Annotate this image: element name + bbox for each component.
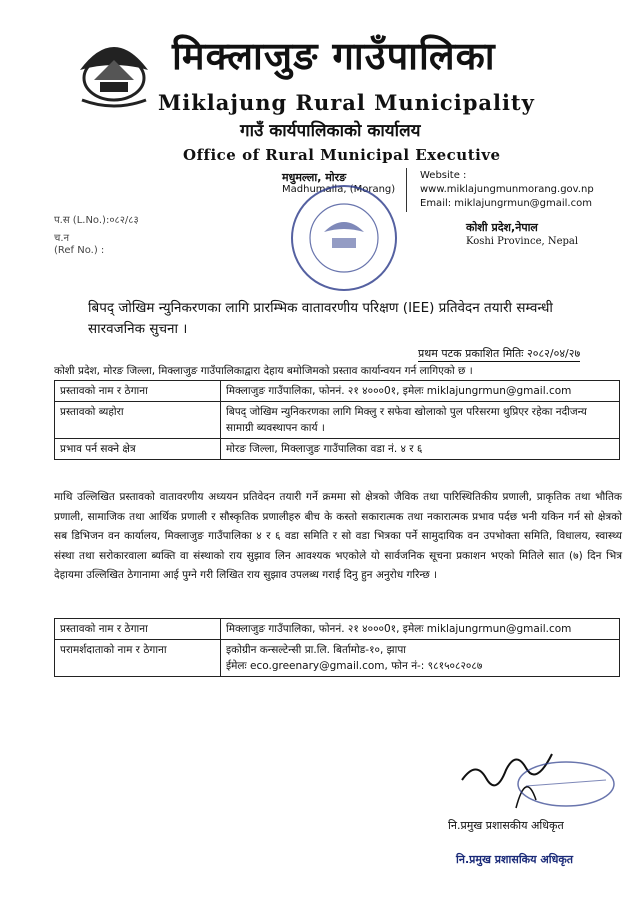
table-row bbox=[55, 640, 620, 677]
dispatch-number: च.न bbox=[54, 233, 70, 244]
municipality-title-np: मिक्लाजुङ गाउँपालिका bbox=[172, 34, 496, 78]
row-value: मिक्लाजुङ गाउँपालिका, फोननं. २१ ४०००0१, इमेलः miklajungrmun@gmail.com bbox=[221, 619, 620, 640]
row-label: प्रस्तावको ब्यहोरा bbox=[55, 402, 221, 439]
address-en: Madhumalla, (Morang) bbox=[282, 184, 396, 195]
table-row bbox=[55, 381, 620, 402]
row-label: प्रभाव पर्न सक्ने क्षेत्र bbox=[55, 439, 221, 460]
province-en: Koshi Province, Nepal bbox=[466, 236, 579, 247]
consultant-contact: ईमेलः eco.greenary@gmail.com, फोन नं-: ९८१५०८२०८७ bbox=[226, 660, 483, 672]
row-value bbox=[221, 640, 620, 677]
contact-table bbox=[54, 618, 620, 677]
ref-number: (Ref No.) : bbox=[54, 245, 105, 256]
row-value: बिपद् जोखिम न्युनिकरणका लागि मिक्लु र सफेवा खोलाको पुल परिसरमा थुप्रिएर रहेका नदीजन्य सामाग्री ब्यवस्थापन कार्य । bbox=[221, 402, 620, 439]
row-label: प्रस्तावको नाम र ठेगाना bbox=[55, 381, 221, 402]
row-value: मिक्लाजुङ गाउँपालिका, फोननं. २१ ४०००0१, इमेलः miklajungrmun@gmail.com bbox=[221, 381, 620, 402]
municipality-emblem-icon bbox=[72, 30, 156, 110]
office-stamp-icon bbox=[288, 182, 400, 294]
table-row bbox=[55, 402, 620, 439]
letter-number: प.स (L.No.):०८२/८३ bbox=[54, 215, 139, 226]
table-row bbox=[55, 619, 620, 640]
published-date: प्रथम पटक प्रकाशित मितिः २०८२/०४/२७ bbox=[418, 347, 581, 360]
header-divider bbox=[406, 168, 407, 212]
notice-title: बिपद् जोखिम न्युनिकरणका लागि प्रारम्भिक वातावरणीय परिक्षण (IEE) प्रतिवेदन तयारी सम्वन्धी सारवजनिक सुचना । bbox=[88, 300, 553, 337]
officer-stamp-text: नि.प्रमुख प्रशासकिय अधिकृत bbox=[456, 853, 574, 866]
officer-title: नि.प्रमुख प्रशासकीय अधिकृत bbox=[448, 819, 564, 832]
municipality-title-en: Miklajung Rural Municipality bbox=[158, 90, 535, 115]
province-np: कोशी प्रदेश,नेपाल bbox=[466, 221, 538, 234]
consultant-name: इकोग्रीन कन्सल्टेन्सी प्रा.लि. बिर्तामोड-१०, झापा bbox=[226, 644, 407, 656]
address-np: मधुमल्ला, मोरङ bbox=[282, 171, 347, 184]
intro-text: कोशी प्रदेश, मोरङ जिल्ला, मिक्लाजुङ गाउँपालिकाद्वारा देहाय बमोजिमको प्रस्ताव कार्यान्वयन गर्न लागिएको छ । bbox=[54, 365, 473, 377]
table-row bbox=[55, 439, 620, 460]
row-label: परामर्शदाताको नाम र ठेगाना bbox=[55, 640, 221, 677]
website-label: Website : bbox=[420, 170, 467, 181]
row-value: मोरङ जिल्ला, मिक्लाजुङ गाउँपालिका वडा नं. ४ र ६ bbox=[221, 439, 620, 460]
notice-body-paragraph: माथि उल्लिखित प्रस्तावको वातावरणीय अध्ययन प्रतिवेदन तयारी गर्ने क्रममा सो क्षेत्रको जैविक तथा पारिस्थितिकीय प्रणाली, प्राकृतिक तथा भौतिक प्रणाली, सामाजिक तथा आर्थिक प्रणाली र सौस्कृतिक प्रणालीहरु बीच के कस्तो सकारात्मक तथा नकारात्मक प्रभाव पर्दछ भनी यकिन गर्न सो क्षेत्रको सब डिभिजन वन कार्यालय, मिक्लाजुङ गाउँपालिका ४ र ६ वडा समिति र सो वडा भित्रका पर्ने सामुदायिक वन उपभोक्ता समिति, विधालय, स्वास्थ्य संस्था तथा सरोकारवाला ब्यक्ति वा संस्थाको राय सुझाव लिन आवश्यक भएकोले यो सार्वजनिक सूचना प्रकाशन भएको मितिले सात (७) दिन भित्र देहायमा उल्लिखित ठेगानामा आई पुग्ने गरी लिखित राय सुझाव उपलब्ध गराई दिनु हुन अनुरोध गरिन्छ । bbox=[54, 491, 622, 581]
header-email: Email: miklajungrmun@gmail.com bbox=[420, 198, 592, 209]
proposal-table bbox=[54, 380, 620, 460]
office-title-np: गाउँ कार्यपालिकाको कार्यालय bbox=[240, 121, 421, 141]
row-label: प्रस्तावको नाम र ठेगाना bbox=[55, 619, 221, 640]
website-url: www.miklajungmunmorang.gov.np bbox=[420, 184, 594, 195]
office-title-en: Office of Rural Municipal Executive bbox=[183, 146, 501, 164]
